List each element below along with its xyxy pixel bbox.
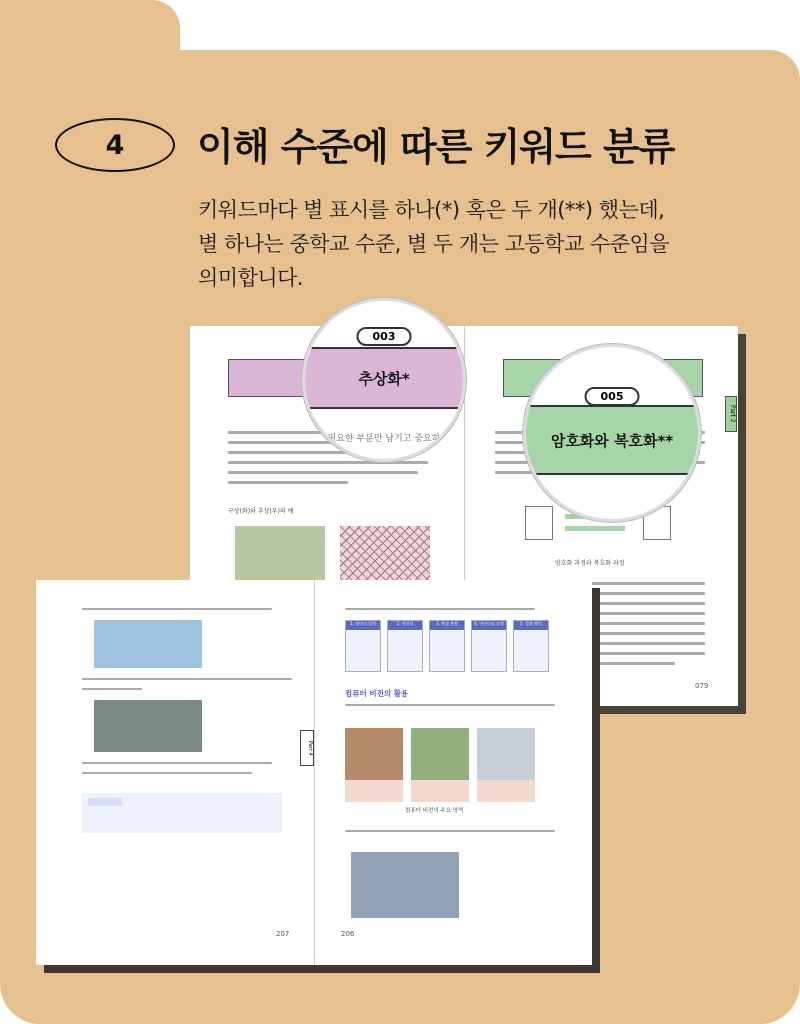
process-step — [345, 620, 381, 672]
front-right-page — [314, 580, 592, 965]
text-line — [228, 471, 418, 474]
step-label: 3. 특징 추출 — [430, 621, 464, 630]
magnifier-encryption — [523, 344, 701, 522]
process-step — [471, 620, 507, 672]
magnified-text: 필요한 부분만 남기고 중요하 — [327, 434, 441, 444]
step-label: 5. 결과 해석 — [514, 621, 548, 630]
process-step — [513, 620, 549, 672]
process-step — [387, 620, 423, 672]
term-band — [305, 347, 463, 409]
text-line — [228, 481, 348, 484]
text-line — [82, 688, 142, 690]
figure-title: 구상(좌)와 추상(우)의 예 — [228, 508, 294, 515]
step-label: 1. 데이터 입력 — [346, 621, 380, 630]
page-title: 이해 수준에 따른 키워드 분류 — [197, 125, 675, 169]
step-label: 4. 머신러닝 모델 — [472, 621, 506, 630]
text-line — [82, 608, 272, 610]
front-book-spread — [36, 580, 592, 965]
page-number: 206 — [341, 930, 355, 938]
process-step — [429, 620, 465, 672]
term-band — [526, 405, 698, 475]
photo-image — [94, 620, 202, 668]
term-label: 암호화와 복호화** — [550, 431, 674, 450]
text-line — [228, 461, 428, 464]
photo-caption — [411, 780, 469, 802]
photo-caption — [345, 780, 403, 802]
dog-segmentation-image — [411, 728, 469, 780]
step-label: 2. 전처리 — [388, 621, 422, 630]
road-photo-image — [94, 700, 202, 752]
section-title: 컴퓨터 비전의 활용 — [345, 689, 409, 698]
photo-caption — [477, 780, 535, 802]
text-line — [82, 678, 292, 680]
section-number-badge — [55, 118, 175, 172]
term-code: 003 — [357, 327, 412, 346]
subway-map-image — [340, 526, 430, 586]
side-tab: Part 2 — [725, 396, 737, 432]
front-left-page — [36, 580, 314, 965]
text-line — [575, 582, 705, 585]
description-line: 별 하나는 중학교 수준, 별 두 개는 고등학교 수준임을 — [198, 232, 670, 256]
cat-photo-image — [477, 728, 535, 780]
magnifier-abstraction — [302, 298, 466, 462]
page-number: 079 — [695, 682, 709, 690]
map-image — [235, 526, 325, 586]
description — [198, 193, 758, 295]
face-recognition-image — [351, 852, 459, 918]
text-line — [345, 830, 555, 832]
arrow-left-icon — [565, 526, 625, 531]
description-line: 키워드마다 별 표시를 하나(*) 혹은 두 개(**) 했는데, — [198, 198, 665, 222]
side-tab: Part 4 — [300, 730, 314, 766]
term-label: 추상화* — [358, 369, 410, 388]
figure-caption: 컴퓨터 비전의 주요 영역 — [405, 808, 464, 814]
text-line — [345, 704, 555, 706]
term-code: 005 — [585, 387, 640, 406]
section-number: 4 — [105, 129, 125, 161]
text-line — [82, 762, 272, 764]
tip-box — [82, 793, 282, 833]
text-line — [82, 772, 252, 774]
text-line — [345, 608, 535, 610]
page-number: 207 — [276, 930, 290, 938]
tip-label — [88, 798, 122, 806]
figure-caption: 암호화 과정과 복호화 과정 — [555, 560, 625, 567]
description-line: 의미합니다. — [198, 266, 304, 290]
dog-photo-image — [345, 728, 403, 780]
document-icon — [525, 506, 553, 540]
